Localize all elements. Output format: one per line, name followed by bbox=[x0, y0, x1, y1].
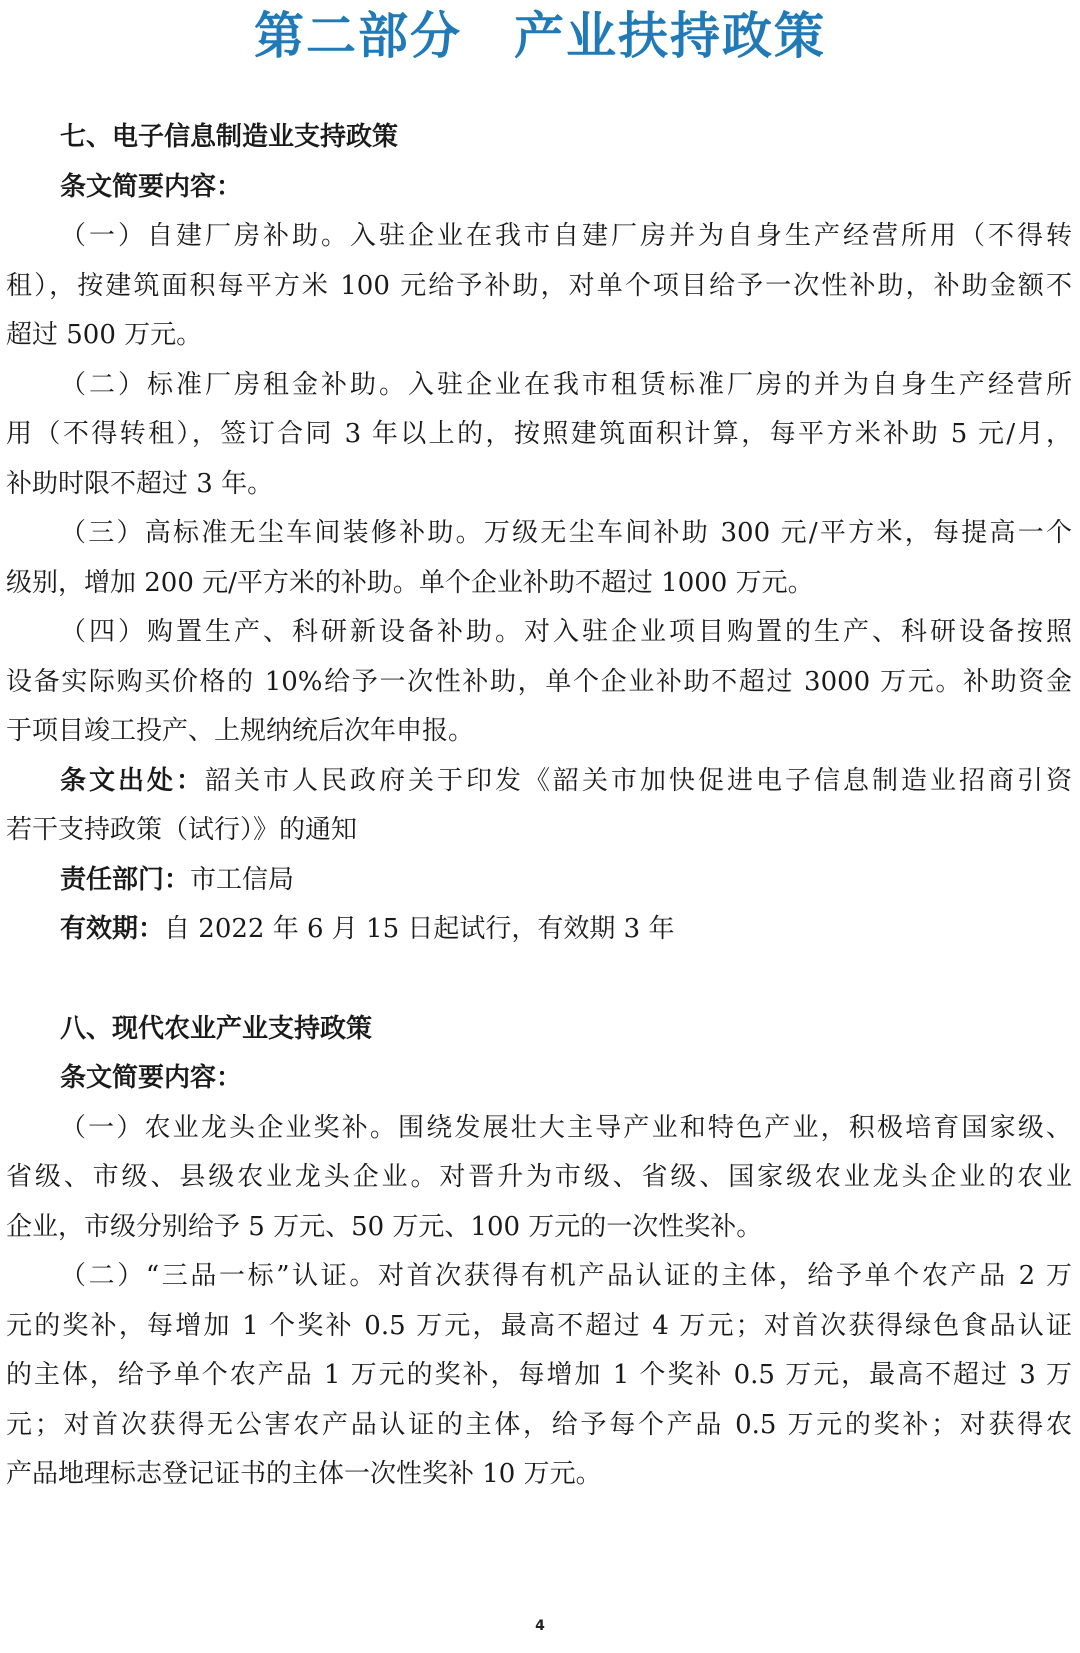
paragraph-line: 超过 500 万元。 bbox=[6, 320, 203, 350]
paragraph-line: （四）购置生产、科研新设备补助。对入驻企业项目购置的生产、科研设备按照 bbox=[60, 617, 1072, 647]
validity-line bbox=[6, 905, 1072, 955]
paragraph-line: 元；对首次获得无公害农产品认证的主体，给予每个产品 0.5 万元的奖补；对获得农 bbox=[6, 1409, 1072, 1440]
validity-label: 有效期： bbox=[60, 914, 165, 944]
paragraph-line: 于项目竣工投产、上规纳统后次年申报。 bbox=[6, 716, 475, 746]
source-text: 韶关市人民政府关于印发《韶关市加快促进电子信息制造业招商引资 bbox=[205, 765, 1072, 796]
paragraph-line: 产品地理标志登记证书的主体一次性奖补 10 万元。 bbox=[6, 1459, 602, 1489]
source-line-continued: 若干支持政策（试行）》的通知 bbox=[6, 815, 358, 845]
paragraph-line: （一）农业龙头企业奖补。围绕发展壮大主导产业和特色产业，积极培育国家级、 bbox=[60, 1112, 1072, 1143]
paragraph-line: 省级、市级、县级农业龙头企业。对晋升为市级、省级、国家级农业龙头企业的农业 bbox=[6, 1162, 1072, 1192]
paragraph-line: 级别，增加 200 元/平方米的补助。单个企业补助不超过 1000 万元。 bbox=[6, 567, 814, 598]
validity-value: 自 2022 年 6 月 15 日起试行，有效期 3 年 bbox=[164, 914, 675, 944]
department-line bbox=[6, 856, 1072, 906]
paragraph-line: （二）标准厂房租金补助。入驻企业在我市租赁标准厂房的并为自身生产经营所 bbox=[60, 369, 1072, 400]
paragraph-line: 租），按建筑面积每平方米 100 元给予补助，对单个项目给予一次性补助，补助金额不 bbox=[6, 270, 1072, 301]
paragraph-line: 元的奖补，每增加 1 个奖补 0.5 万元，最高不超过 4 万元；对首次获得绿色食品认证 bbox=[6, 1310, 1072, 1341]
paragraph-line: 补助时限不超过 3 年。 bbox=[6, 468, 274, 499]
paragraph-line: 企业，市级分别给予 5 万元、50 万元、100 万元的一次性奖补。 bbox=[6, 1211, 763, 1242]
department-label: 责任部门： bbox=[60, 864, 191, 895]
paragraph-line: 的主体，给予单个农产品 1 万元的奖补，每增加 1 个奖补 0.5 万元，最高不超过 3 万 bbox=[6, 1360, 1072, 1390]
source-label: 条文出处： bbox=[60, 765, 205, 796]
section-heading-agriculture: 八、现代农业产业支持政策 bbox=[60, 1013, 373, 1044]
section-gap bbox=[6, 955, 1072, 1005]
document-body bbox=[6, 113, 1072, 1500]
paragraph-line: （一）自建厂房补助。入驻企业在我市自建厂房并为自身生产经营所用（不得转 bbox=[60, 221, 1072, 251]
source-line bbox=[6, 757, 1072, 807]
page-number: 4 bbox=[535, 1618, 545, 1634]
paragraph-line: 用（不得转租），签订合同 3 年以上的，按照建筑面积计算，每平方米补助 5 元/月， bbox=[6, 419, 1072, 449]
paragraph-line: （二）“三品一标”认证。对首次获得有机产品认证的主体，给予单个农产品 2 万 bbox=[60, 1261, 1072, 1291]
section-heading-electronics: 七、电子信息制造业支持政策 bbox=[60, 122, 399, 152]
summary-label: 条文简要内容： bbox=[60, 171, 243, 202]
summary-label: 条文简要内容： bbox=[60, 1063, 243, 1093]
paragraph-line: （三）高标准无尘车间装修补助。万级无尘车间补助 300 元/平方米，每提高一个 bbox=[60, 518, 1072, 548]
department-value: 市工信局 bbox=[190, 864, 295, 895]
paragraph-line: 设备实际购买价格的 10%给予一次性补助，单个企业补助不超过 3000 万元。补助资金 bbox=[6, 666, 1072, 697]
page-title: 第二部分 产业扶持政策 bbox=[254, 7, 826, 65]
